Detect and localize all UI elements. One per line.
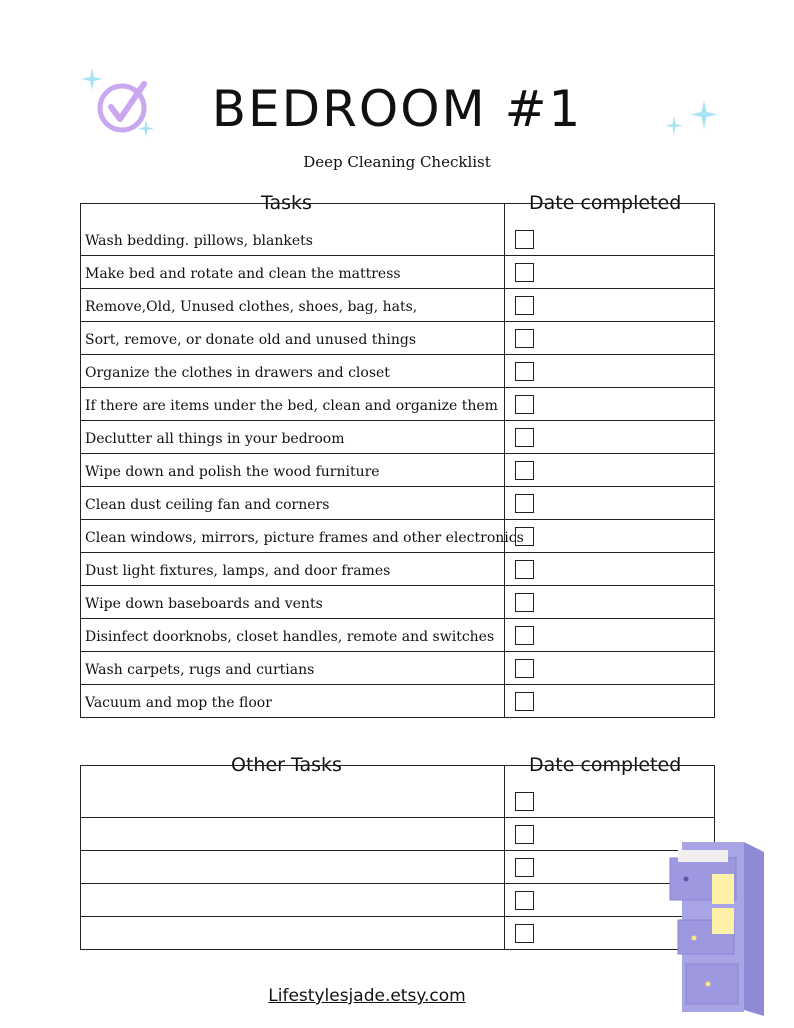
- completion-checkbox[interactable]: [515, 825, 534, 844]
- table-row: [81, 850, 714, 883]
- task-cell: Make bed and rotate and clean the mattress: [81, 256, 505, 288]
- completion-checkbox[interactable]: [515, 792, 534, 811]
- completion-checkbox[interactable]: [515, 362, 534, 381]
- task-cell: Dust light fixtures, lamps, and door frames: [81, 553, 505, 585]
- table-row: [81, 519, 714, 552]
- task-cell: Wipe down and polish the wood furniture: [81, 454, 505, 486]
- date-cell: [505, 619, 714, 651]
- table-row: [81, 387, 714, 420]
- table-row: [81, 288, 714, 321]
- date-cell: [505, 553, 714, 585]
- task-cell: Organize the clothes in drawers and closet: [81, 355, 505, 387]
- table-row: [81, 321, 714, 354]
- task-cell: Wipe down baseboards and vents: [81, 586, 505, 618]
- completion-checkbox[interactable]: [515, 263, 534, 282]
- other-tasks-header: Other Tasks: [224, 752, 349, 778]
- completion-checkbox[interactable]: [515, 230, 534, 249]
- table-row: [81, 453, 714, 486]
- completion-checkbox[interactable]: [515, 560, 534, 579]
- date-cell: [505, 685, 714, 717]
- completion-checkbox[interactable]: [515, 626, 534, 645]
- task-cell: [81, 851, 505, 883]
- date-cell: [505, 520, 714, 552]
- completion-checkbox[interactable]: [515, 395, 534, 414]
- table-row: [81, 765, 714, 817]
- date-cell: [505, 652, 714, 684]
- task-cell: [81, 818, 505, 850]
- completion-checkbox[interactable]: [515, 494, 534, 513]
- completion-checkbox[interactable]: [515, 692, 534, 711]
- completion-checkbox[interactable]: [515, 461, 534, 480]
- task-cell: Declutter all things in your bedroom: [81, 421, 505, 453]
- tasks-header: Tasks: [254, 190, 319, 216]
- completion-checkbox[interactable]: [515, 527, 534, 546]
- completion-checkbox[interactable]: [515, 296, 534, 315]
- date-cell: [505, 388, 714, 420]
- table-row: [81, 651, 714, 684]
- task-cell: Vacuum and mop the floor: [81, 685, 505, 717]
- completion-checkbox[interactable]: [515, 428, 534, 447]
- task-cell: If there are items under the bed, clean and organize them: [81, 388, 505, 420]
- main-task-table: [80, 203, 715, 718]
- table-row: [81, 255, 714, 288]
- completion-checkbox[interactable]: [515, 858, 534, 877]
- task-cell: Wash carpets, rugs and curtians: [81, 652, 505, 684]
- task-cell: [81, 884, 505, 916]
- table-row: [81, 684, 714, 717]
- table-row: [81, 203, 714, 255]
- date-cell: [505, 766, 714, 817]
- date-cell: [505, 586, 714, 618]
- task-cell: Wash bedding. pillows, blankets: [81, 204, 505, 255]
- page-subtitle: Deep Cleaning Checklist: [303, 153, 491, 171]
- date-cell: [505, 322, 714, 354]
- table-row: [81, 585, 714, 618]
- task-cell: [81, 917, 505, 949]
- date-completed-header: Date completed: [522, 190, 688, 216]
- task-cell: Clean dust ceiling fan and corners: [81, 487, 505, 519]
- other-task-table: [80, 765, 715, 950]
- date-cell: [505, 355, 714, 387]
- page-title: BEDROOM #1: [211, 80, 583, 138]
- date-cell: [505, 204, 714, 255]
- task-cell: [81, 766, 505, 817]
- date-cell: [505, 421, 714, 453]
- date-cell: [505, 454, 714, 486]
- table-row: [81, 883, 714, 916]
- table-row: [81, 817, 714, 850]
- completion-checkbox[interactable]: [515, 891, 534, 910]
- table-row: [81, 618, 714, 651]
- table-row: [81, 354, 714, 387]
- task-cell: Sort, remove, or donate old and unused things: [81, 322, 505, 354]
- completion-checkbox[interactable]: [515, 659, 534, 678]
- table-row: [81, 916, 714, 949]
- other-date-completed-header: Date completed: [522, 752, 688, 778]
- date-cell: [505, 256, 714, 288]
- table-row: [81, 420, 714, 453]
- table-row: [81, 486, 714, 519]
- completion-checkbox[interactable]: [515, 593, 534, 612]
- completion-checkbox[interactable]: [515, 924, 534, 943]
- date-cell: [505, 289, 714, 321]
- task-cell: Remove,Old, Unused clothes, shoes, bag, hats,: [81, 289, 505, 321]
- task-cell: Disinfect doorknobs, closet handles, remote and switches: [81, 619, 505, 651]
- date-cell: [505, 487, 714, 519]
- etsy-shop-link[interactable]: Lifestylesjade.etsy.com: [268, 986, 466, 1006]
- table-row: [81, 552, 714, 585]
- completion-checkbox[interactable]: [515, 329, 534, 348]
- task-cell: Clean windows, mirrors, picture frames and other electronics: [81, 520, 505, 552]
